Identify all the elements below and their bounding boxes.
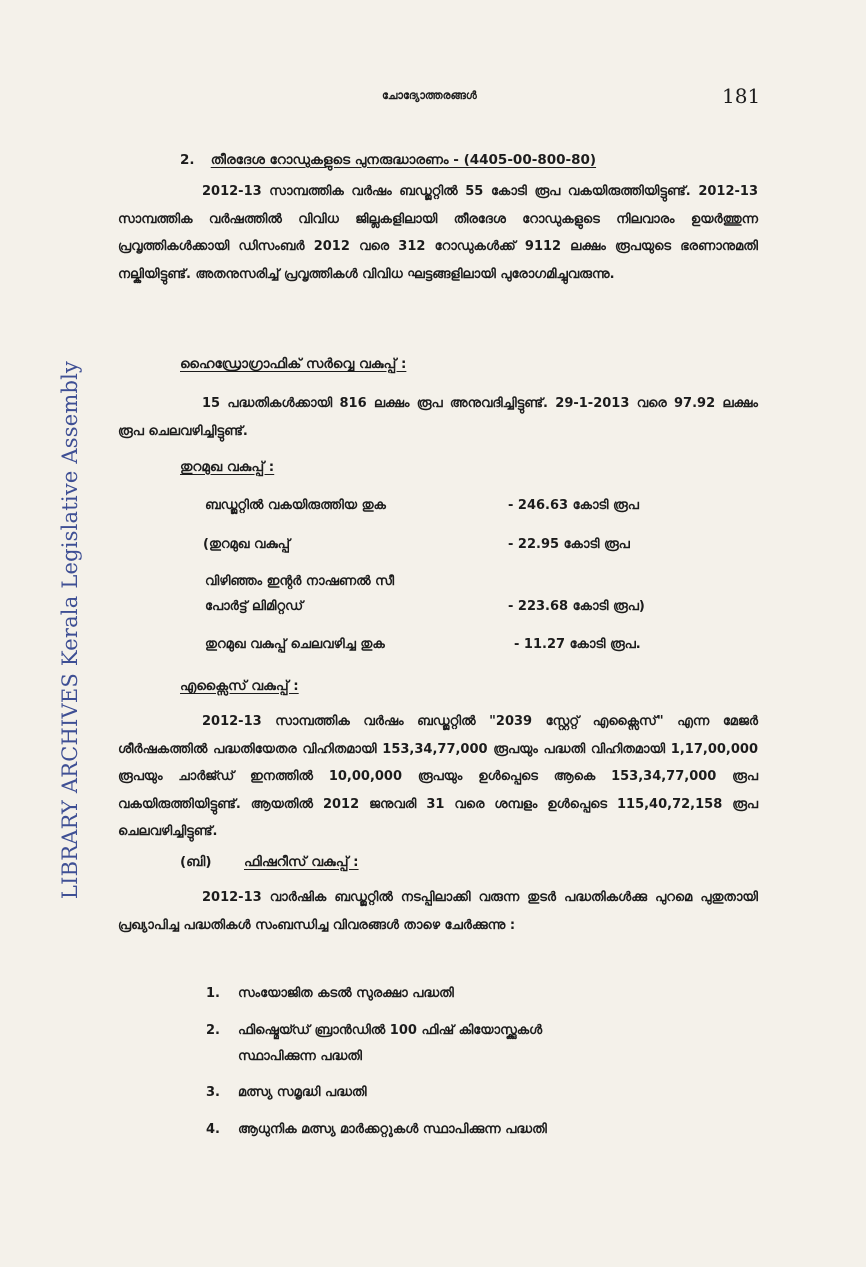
port-row-value: - 246.63 കോടി രൂപ bbox=[508, 498, 639, 513]
scheme-text: മത്സ്യ സമൃദ്ധി പദ്ധതി bbox=[238, 1085, 367, 1100]
port-row-value: - 11.27 കോടി രൂപ. bbox=[514, 637, 641, 652]
subheading-fisheries-prefix: (ബി) bbox=[180, 854, 212, 870]
running-header: ചോദ്യോത്തരങ്ങൾ bbox=[382, 89, 477, 102]
subheading-hydrographic: ഹൈഡ്രോഗ്രാഫിക് സർവ്വെ വകുപ്പ് : bbox=[180, 356, 407, 372]
port-row-label: പോർട്ട് ലിമിറ്റഡ് bbox=[205, 599, 304, 614]
subheading-excise: എക്സൈസ് വകുപ്പ് : bbox=[180, 678, 299, 694]
subheading-fisheries: ഫിഷറീസ് വകുപ്പ് : bbox=[244, 854, 359, 870]
port-row-value: - 22.95 കോടി രൂപ bbox=[508, 537, 630, 552]
scheme-text: ആധുനിക മത്സ്യ മാർക്കറ്റുകൾ സ്ഥാപിക്കുന്ന പദ്ധതി bbox=[238, 1122, 547, 1137]
paragraph-excise: 2012-13 സാമ്പത്തിക വർഷം ബഡ്ജറ്റിൽ "2039 സ്റ്റേറ്റ് എക്സൈസ്" എന്ന മേജർ ശീർഷകത്തിൽ പദ്ധതിയേതര വിഹിതമായി 153,34,77,000 രൂപയും പദ്ധതി വിഹിതമായി 1,17,00,000 രൂപയും ചാർജ്ഡ് ഇനത്തിൽ 10,00,000 രൂപയും ഉൾപ്പെടെ ആകെ 153,34,77,000 രൂപ വകയിരുത്തിയിട്ടുണ്ട്. ആയതിൽ 2012 ജനുവരി 31 വരെ ശമ്പളം ഉൾപ്പെടെ 115,40,72,158 രൂപ ചെലവഴിച്ചിട്ടുണ്ട്. bbox=[118, 714, 758, 840]
paragraph-coastal-roads: 2012-13 സാമ്പത്തിക വർഷം ബഡ്ജറ്റിൽ 55 കോടി രൂപ വകയിരുത്തിയിട്ടുണ്ട്. 2012-13 സാമ്പത്തിക വർഷത്തിൽ വിവിധ ജില്ലകളിലായി തീരദേശ റോഡുകളുടെ നിലവാരം ഉയർത്തുന്ന പ്രവൃത്തികൾക്കായി ഡിസംബർ 2012 വരെ 312 റോഡുകൾക്ക് 9112 ലക്ഷം രൂപയുടെ ഭരണാനുമതി നല്കിയിട്ടുണ്ട്. അതനുസരിച്ച് പ്രവൃത്തികൾ വിവിധ ഘട്ടങ്ങളിലായി പുരോഗമിച്ചുവരുന്നു. bbox=[118, 184, 758, 282]
section-heading bbox=[180, 152, 596, 168]
scheme-text: ഫിഷ്മെയ്ഡ് ബ്രാൻഡിൽ 100 ഫിഷ് കിയോസ്ക്കുകൾ bbox=[238, 1023, 543, 1038]
paragraph-fisheries: 2012-13 വാർഷിക ബഡ്ജറ്റിൽ നടപ്പിലാക്കി വരുന്ന തുടർ പദ്ധതികൾക്കു പുറമെ പുതുതായി പ്രഖ്യാപിച്ച പദ്ധതികൾ സംബന്ധിച്ച വിവരങ്ങൾ താഴെ ചേർക്കുന്നു : bbox=[118, 890, 758, 933]
page-number: 181 bbox=[722, 84, 761, 108]
port-row-label: തുറമുഖ വകുപ്പ് ചെലവഴിച്ച തുക bbox=[205, 637, 385, 652]
port-row-label: വിഴിഞ്ഞം ഇന്റർ നാഷണൽ സീ bbox=[205, 574, 395, 589]
scheme-number: 2. bbox=[206, 1023, 220, 1038]
scheme-text: സംയോജിത കടൽ സുരക്ഷാ പദ്ധതി bbox=[238, 986, 454, 1001]
watermark-text: LIBRARY ARCHIVES Kerala Legislative Assembly bbox=[58, 360, 82, 900]
port-row-label: ബഡ്ജറ്റിൽ വകയിരുത്തിയ തുക bbox=[205, 498, 386, 513]
scheme-number: 3. bbox=[206, 1085, 220, 1100]
port-row-label: (തുറമുഖ വകുപ്പ് bbox=[203, 537, 290, 552]
subheading-port: തുറമുഖ വകുപ്പ് : bbox=[180, 459, 275, 475]
paragraph-hydrographic: 15 പദ്ധതികൾക്കായി 816 ലക്ഷം രൂപ അനുവദിച്ചിട്ടുണ്ട്. 29-1-2013 വരെ 97.92 ലക്ഷം രൂപ ചെലവഴിച്ചിട്ടുണ്ട്. bbox=[118, 396, 758, 439]
section-title: തീരദേശ റോഡുകളുടെ പുനരുദ്ധാരണം - (4405-00-800-80) bbox=[210, 152, 597, 168]
scheme-number: 4. bbox=[206, 1122, 220, 1137]
scheme-number: 1. bbox=[206, 986, 220, 1001]
section-number: 2. bbox=[180, 152, 195, 168]
port-row-value: - 223.68 കോടി രൂപ) bbox=[508, 599, 645, 614]
scheme-text: സ്ഥാപിക്കുന്ന പദ്ധതി bbox=[238, 1049, 362, 1064]
